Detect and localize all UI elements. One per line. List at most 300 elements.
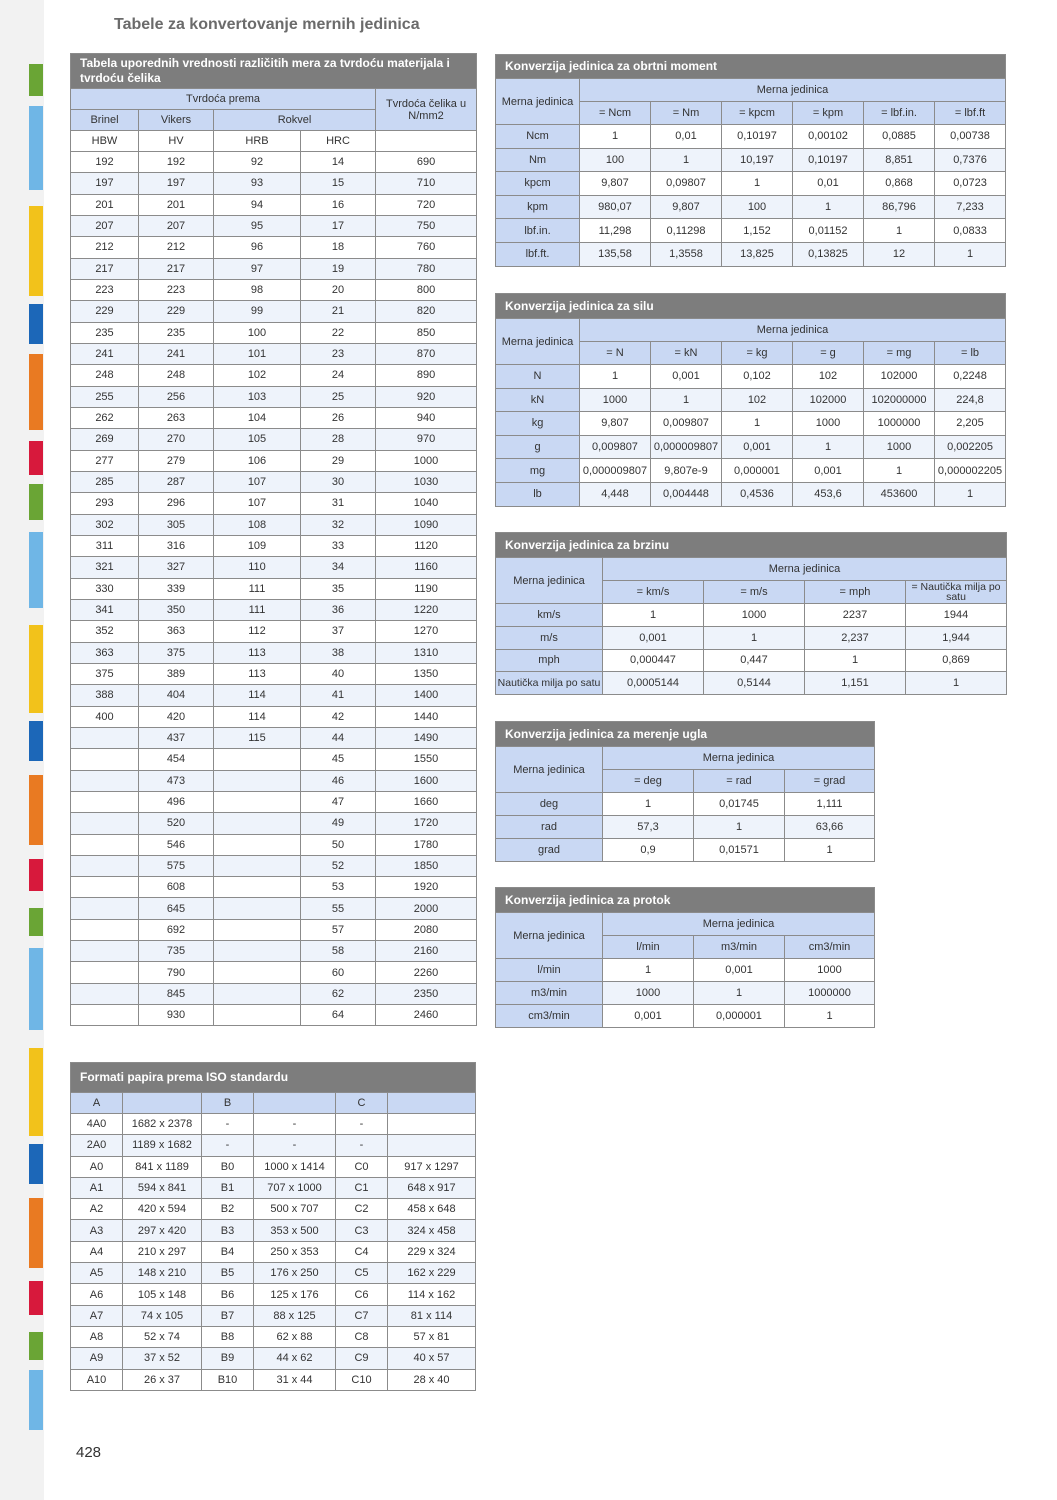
paper-col-b: B — [202, 1093, 254, 1114]
hardness-cell: 420 — [139, 706, 214, 727]
hardness-cell: 890 — [376, 365, 477, 386]
hardness-cell: 207 — [139, 215, 214, 236]
paper-cell: 420 x 594 — [123, 1199, 202, 1220]
speed-row — [496, 672, 1007, 695]
hardness-cell: 18 — [301, 237, 376, 258]
hardness-cell: 845 — [139, 983, 214, 1004]
force-value-cell: 2,205 — [935, 412, 1006, 436]
paper-cell: B6 — [202, 1284, 254, 1305]
hardness-cell: 321 — [71, 557, 139, 578]
torque-value-cell: 1 — [793, 195, 864, 219]
hardness-cell: 192 — [71, 152, 139, 173]
force-value-cell: 1 — [864, 459, 935, 483]
hardness-row — [71, 279, 477, 300]
hardness-cell: 285 — [71, 471, 139, 492]
sidebar-tab — [29, 441, 43, 475]
hardness-cell: 1600 — [376, 770, 477, 791]
force-column-header: = g — [793, 342, 864, 365]
hardness-cell: 58 — [301, 941, 376, 962]
force-value-cell: 102000000 — [864, 388, 935, 412]
paper-cell: B8 — [202, 1326, 254, 1347]
force-value-cell: 453600 — [864, 482, 935, 506]
sidebar-tab — [29, 1144, 43, 1184]
paper-cell: 2A0 — [71, 1135, 123, 1156]
paper-cell: C1 — [336, 1177, 388, 1198]
hardness-group-header: Tvrdoća prema — [71, 89, 376, 110]
hardness-cell: 60 — [301, 962, 376, 983]
hardness-cell: 62 — [301, 983, 376, 1004]
paper-cell: C0 — [336, 1156, 388, 1177]
hardness-row — [71, 621, 477, 642]
torque-column-header: = lbf.ft — [935, 102, 1006, 125]
paper-cell: 841 x 1189 — [123, 1156, 202, 1177]
conversion-table-speed — [495, 532, 1007, 695]
hardness-cell: 99 — [214, 301, 301, 322]
torque-value-cell: 1 — [580, 125, 651, 149]
force-value-cell: 1 — [793, 435, 864, 459]
hardness-title: Tabela uporednih vrednosti različitih mera za tvrdoću materijala i tvrdoću čelika — [71, 54, 477, 89]
hardness-cell: 1030 — [376, 471, 477, 492]
hardness-cell — [214, 813, 301, 834]
hardness-cell: 437 — [139, 727, 214, 748]
flow-title: Konverzija jedinica za protok — [496, 888, 875, 913]
paper-cell: 31 x 44 — [254, 1369, 336, 1390]
paper-title: Formati papira prema ISO standardu — [71, 1063, 476, 1093]
torque-value-cell: 1,152 — [722, 219, 793, 243]
method-brinel: Brinel — [71, 110, 139, 131]
force-value-cell: 453,6 — [793, 482, 864, 506]
hardness-cell: 305 — [139, 514, 214, 535]
hardness-cell: 608 — [139, 877, 214, 898]
hardness-row — [71, 685, 477, 706]
force-column-header: = mg — [864, 342, 935, 365]
hardness-cell: 350 — [139, 599, 214, 620]
hardness-cell — [71, 941, 139, 962]
torque-row — [496, 242, 1006, 266]
hardness-cell: 57 — [301, 919, 376, 940]
speed-row-label: km/s — [496, 604, 603, 627]
hardness-cell: 235 — [139, 322, 214, 343]
angle-row-label: grad — [496, 839, 603, 862]
sidebar-tab — [29, 106, 43, 190]
force-value-cell: 224,8 — [935, 388, 1006, 412]
flow-value-cell: 1 — [694, 982, 785, 1005]
unit-steel-blank — [376, 131, 477, 152]
paper-row — [71, 1348, 476, 1369]
hardness-row — [71, 1005, 477, 1026]
torque-value-cell: 980,07 — [580, 195, 651, 219]
hardness-cell: 44 — [301, 727, 376, 748]
flow-row-label: m3/min — [496, 982, 603, 1005]
flow-value-cell: 0,001 — [603, 1005, 694, 1028]
angle-value-cell: 0,9 — [603, 839, 694, 862]
hardness-cell: 217 — [71, 258, 139, 279]
paper-cell: 176 x 250 — [254, 1263, 336, 1284]
hardness-cell: 940 — [376, 407, 477, 428]
hardness-cell: 720 — [376, 194, 477, 215]
hardness-cell: 692 — [139, 919, 214, 940]
hardness-cell: 201 — [71, 194, 139, 215]
hardness-cell: 870 — [376, 343, 477, 364]
hardness-row — [71, 877, 477, 898]
sidebar-tab — [29, 625, 43, 713]
speed-row-label: mph — [496, 649, 603, 672]
hardness-cell: 1000 — [376, 450, 477, 471]
hardness-cell: 1780 — [376, 834, 477, 855]
hardness-cell: 735 — [139, 941, 214, 962]
method-vikers: Vikers — [139, 110, 214, 131]
hardness-cell: 52 — [301, 855, 376, 876]
flow-value-cell: 0,000001 — [694, 1005, 785, 1028]
hardness-cell: 404 — [139, 685, 214, 706]
hardness-cell: 820 — [376, 301, 477, 322]
speed-row-label: Nautička milja po satu — [496, 672, 603, 695]
hardness-cell: 197 — [139, 173, 214, 194]
hardness-cell: 192 — [139, 152, 214, 173]
unit-hrb: HRB — [214, 131, 301, 152]
torque-unit-label: Merna jedinica — [496, 79, 580, 125]
speed-title: Konverzija jedinica za brzinu — [496, 533, 1007, 558]
paper-cell: 114 x 162 — [388, 1284, 476, 1305]
hardness-cell: 49 — [301, 813, 376, 834]
hardness-cell: 105 — [214, 429, 301, 450]
sidebar-tab — [29, 1332, 43, 1360]
force-value-cell: 102000 — [864, 365, 935, 389]
hardness-cell: 760 — [376, 237, 477, 258]
force-value-cell: 4,448 — [580, 482, 651, 506]
force-row-label: kg — [496, 412, 580, 436]
page-title: Tabele za konvertovanje mernih jedinica — [114, 16, 420, 33]
hardness-cell: 330 — [71, 578, 139, 599]
paper-formats-table — [70, 1062, 476, 1391]
hardness-cell: 575 — [139, 855, 214, 876]
force-value-cell: 9,807 — [580, 412, 651, 436]
hardness-cell — [71, 834, 139, 855]
force-row — [496, 459, 1006, 483]
paper-cell: A0 — [71, 1156, 123, 1177]
angle-value-cell: 63,66 — [785, 816, 875, 839]
paper-cell: B4 — [202, 1241, 254, 1262]
hardness-cell: 106 — [214, 450, 301, 471]
force-value-cell: 0,000001 — [722, 459, 793, 483]
paper-cell: 125 x 176 — [254, 1284, 336, 1305]
hardness-cell: 375 — [139, 642, 214, 663]
sidebar-tab — [29, 908, 43, 936]
sidebar-tab — [29, 304, 43, 344]
torque-value-cell: 86,796 — [864, 195, 935, 219]
hardness-cell: 256 — [139, 386, 214, 407]
hardness-cell — [214, 834, 301, 855]
conversion-table-angle — [495, 721, 875, 862]
torque-value-cell: 0,00738 — [935, 125, 1006, 149]
paper-cell: 40 x 57 — [388, 1348, 476, 1369]
hardness-cell: 1160 — [376, 557, 477, 578]
hardness-cell: 40 — [301, 663, 376, 684]
flow-row — [496, 1005, 875, 1028]
torque-value-cell: 135,58 — [580, 242, 651, 266]
force-value-cell: 0,001 — [722, 435, 793, 459]
hardness-row — [71, 770, 477, 791]
force-column-header: = kg — [722, 342, 793, 365]
hardness-cell: 352 — [71, 621, 139, 642]
paper-cell: 917 x 1297 — [388, 1156, 476, 1177]
paper-cell — [388, 1135, 476, 1156]
speed-group-label: Merna jedinica — [603, 558, 1007, 581]
angle-column-header: = rad — [694, 770, 785, 793]
hardness-cell: 19 — [301, 258, 376, 279]
speed-column-header: = mph — [805, 581, 906, 604]
force-value-cell: 1000 — [864, 435, 935, 459]
hardness-cell: 217 — [139, 258, 214, 279]
hardness-row — [71, 642, 477, 663]
paper-cell: - — [202, 1114, 254, 1135]
paper-cell: - — [336, 1114, 388, 1135]
page-number: 428 — [76, 1444, 102, 1461]
speed-value-cell: 1 — [906, 672, 1007, 695]
hardness-cell: 389 — [139, 663, 214, 684]
force-row-label: mg — [496, 459, 580, 483]
sidebar-tab — [29, 64, 43, 96]
paper-row — [71, 1220, 476, 1241]
hardness-cell: 1090 — [376, 514, 477, 535]
speed-row — [496, 649, 1007, 672]
hardness-cell: 2260 — [376, 962, 477, 983]
hardness-cell: 104 — [214, 407, 301, 428]
speed-unit-label: Merna jedinica — [496, 558, 603, 604]
flow-row — [496, 959, 875, 982]
hardness-cell: 454 — [139, 749, 214, 770]
hardness-cell: 47 — [301, 791, 376, 812]
hardness-cell: 1350 — [376, 663, 477, 684]
hardness-cell: 197 — [71, 173, 139, 194]
hardness-cell — [71, 877, 139, 898]
hardness-cell: 23 — [301, 343, 376, 364]
hardness-cell: 55 — [301, 898, 376, 919]
hardness-cell: 287 — [139, 471, 214, 492]
hardness-cell: 2000 — [376, 898, 477, 919]
hardness-cell: 114 — [214, 706, 301, 727]
hardness-cell: 241 — [71, 343, 139, 364]
torque-value-cell: 0,7376 — [935, 148, 1006, 172]
hardness-cell: 1550 — [376, 749, 477, 770]
hardness-row — [71, 749, 477, 770]
torque-value-cell: 1 — [722, 172, 793, 196]
flow-group-label: Merna jedinica — [603, 913, 875, 936]
hardness-cell — [214, 919, 301, 940]
hardness-cell — [71, 919, 139, 940]
torque-value-cell: 12 — [864, 242, 935, 266]
hardness-cell: 363 — [139, 621, 214, 642]
force-value-cell: 1000 — [793, 412, 864, 436]
hardness-cell: 107 — [214, 493, 301, 514]
torque-row-label: kpcm — [496, 172, 580, 196]
torque-value-cell: 100 — [722, 195, 793, 219]
hardness-cell: 2080 — [376, 919, 477, 940]
speed-row — [496, 604, 1007, 627]
flow-unit-label: Merna jedinica — [496, 913, 603, 959]
hardness-cell: 750 — [376, 215, 477, 236]
force-value-cell: 0,000009807 — [580, 459, 651, 483]
sidebar-tab — [29, 1281, 43, 1315]
sidebar-tab — [29, 206, 43, 296]
hardness-cell: 100 — [214, 322, 301, 343]
hardness-cell: 229 — [71, 301, 139, 322]
speed-value-cell: 1000 — [704, 604, 805, 627]
torque-column-header: = Nm — [651, 102, 722, 125]
hardness-cell: 25 — [301, 386, 376, 407]
torque-value-cell: 0,868 — [864, 172, 935, 196]
hardness-row — [71, 855, 477, 876]
hardness-cell: 520 — [139, 813, 214, 834]
hardness-cell: 41 — [301, 685, 376, 706]
hardness-cell: 93 — [214, 173, 301, 194]
flow-value-cell: 1 — [785, 1005, 875, 1028]
force-row — [496, 412, 1006, 436]
paper-cell: - — [336, 1135, 388, 1156]
paper-row — [71, 1263, 476, 1284]
hardness-cell: 212 — [71, 237, 139, 258]
torque-column-header: = lbf.in. — [864, 102, 935, 125]
paper-row — [71, 1284, 476, 1305]
flow-value-cell: 1000000 — [785, 982, 875, 1005]
unit-hbw: HBW — [71, 131, 139, 152]
speed-value-cell: 0,869 — [906, 649, 1007, 672]
hardness-cell: 50 — [301, 834, 376, 855]
sidebar-tab — [29, 859, 43, 891]
paper-cell: B0 — [202, 1156, 254, 1177]
speed-column-header: = Nautička milja po satu — [906, 581, 1007, 604]
torque-row-label: Ncm — [496, 125, 580, 149]
hardness-cell: 223 — [139, 279, 214, 300]
hardness-row — [71, 365, 477, 386]
torque-value-cell: 0,01 — [651, 125, 722, 149]
hardness-cell: 316 — [139, 535, 214, 556]
hardness-cell: 42 — [301, 706, 376, 727]
hardness-cell — [214, 983, 301, 1004]
paper-cell: - — [254, 1135, 336, 1156]
hardness-cell: 103 — [214, 386, 301, 407]
paper-col-c: C — [336, 1093, 388, 1114]
hardness-row — [71, 237, 477, 258]
hardness-cell — [71, 1005, 139, 1026]
force-row — [496, 435, 1006, 459]
hardness-cell: 800 — [376, 279, 477, 300]
torque-value-cell: 8,851 — [864, 148, 935, 172]
torque-title: Konverzija jedinica za obrtni moment — [496, 55, 1006, 79]
hardness-row — [71, 152, 477, 173]
hardness-cell: 248 — [71, 365, 139, 386]
hardness-cell: 22 — [301, 322, 376, 343]
hardness-cell — [71, 983, 139, 1004]
sidebar-tab — [29, 1370, 43, 1430]
hardness-body — [71, 152, 477, 1026]
force-value-cell: 102 — [722, 388, 793, 412]
paper-cell: 229 x 324 — [388, 1241, 476, 1262]
hardness-cell — [71, 791, 139, 812]
paper-cell: A8 — [71, 1326, 123, 1347]
hardness-cell: 1040 — [376, 493, 477, 514]
torque-group-label: Merna jedinica — [580, 79, 1006, 102]
hardness-cell: 241 — [139, 343, 214, 364]
hardness-cell: 33 — [301, 535, 376, 556]
paper-cell: 74 x 105 — [123, 1305, 202, 1326]
hardness-row — [71, 898, 477, 919]
hardness-cell: 293 — [71, 493, 139, 514]
hardness-cell: 20 — [301, 279, 376, 300]
hardness-cell: 341 — [71, 599, 139, 620]
hardness-cell: 2160 — [376, 941, 477, 962]
force-value-cell: 0,009807 — [580, 435, 651, 459]
paper-col-c-size — [388, 1093, 476, 1114]
hardness-table — [70, 53, 477, 1026]
force-group-label: Merna jedinica — [580, 319, 1006, 342]
paper-cell: 707 x 1000 — [254, 1177, 336, 1198]
paper-cell: 1000 x 1414 — [254, 1156, 336, 1177]
hardness-cell: 263 — [139, 407, 214, 428]
hardness-cell: 970 — [376, 429, 477, 450]
hardness-cell — [214, 770, 301, 791]
hardness-cell: 255 — [71, 386, 139, 407]
torque-row-label: kpm — [496, 195, 580, 219]
hardness-cell — [214, 898, 301, 919]
hardness-cell — [71, 727, 139, 748]
hardness-row — [71, 941, 477, 962]
paper-row — [71, 1241, 476, 1262]
hardness-cell: 115 — [214, 727, 301, 748]
angle-value-cell: 1,111 — [785, 793, 875, 816]
hardness-cell: 270 — [139, 429, 214, 450]
hardness-cell: 1120 — [376, 535, 477, 556]
hardness-cell: 1270 — [376, 621, 477, 642]
hardness-cell: 223 — [71, 279, 139, 300]
hardness-cell: 107 — [214, 471, 301, 492]
flow-column-header: cm3/min — [785, 936, 875, 959]
unit-hv: HV — [139, 131, 214, 152]
hardness-cell: 1920 — [376, 877, 477, 898]
hardness-cell: 34 — [301, 557, 376, 578]
hardness-row — [71, 258, 477, 279]
hardness-row — [71, 450, 477, 471]
paper-cell: 88 x 125 — [254, 1305, 336, 1326]
paper-cell: 4A0 — [71, 1114, 123, 1135]
hardness-cell: 212 — [139, 237, 214, 258]
hardness-cell: 248 — [139, 365, 214, 386]
hardness-cell — [214, 791, 301, 812]
torque-value-cell: 9,807 — [651, 195, 722, 219]
torque-value-cell: 0,0833 — [935, 219, 1006, 243]
hardness-cell — [71, 770, 139, 791]
hardness-cell: 302 — [71, 514, 139, 535]
hardness-cell: 53 — [301, 877, 376, 898]
sidebar-tab — [29, 948, 43, 1030]
speed-value-cell: 1 — [704, 626, 805, 649]
angle-unit-label: Merna jedinica — [496, 747, 603, 793]
torque-value-cell: 13,825 — [722, 242, 793, 266]
torque-value-cell: 1 — [651, 148, 722, 172]
hardness-row — [71, 557, 477, 578]
paper-cell: C5 — [336, 1263, 388, 1284]
paper-cell: C4 — [336, 1241, 388, 1262]
speed-column-header: = m/s — [704, 581, 805, 604]
hardness-cell: 96 — [214, 237, 301, 258]
flow-row — [496, 982, 875, 1005]
force-value-cell: 1 — [580, 365, 651, 389]
hardness-cell: 36 — [301, 599, 376, 620]
hardness-cell: 375 — [71, 663, 139, 684]
force-row — [496, 388, 1006, 412]
hardness-cell: 339 — [139, 578, 214, 599]
hardness-cell: 29 — [301, 450, 376, 471]
